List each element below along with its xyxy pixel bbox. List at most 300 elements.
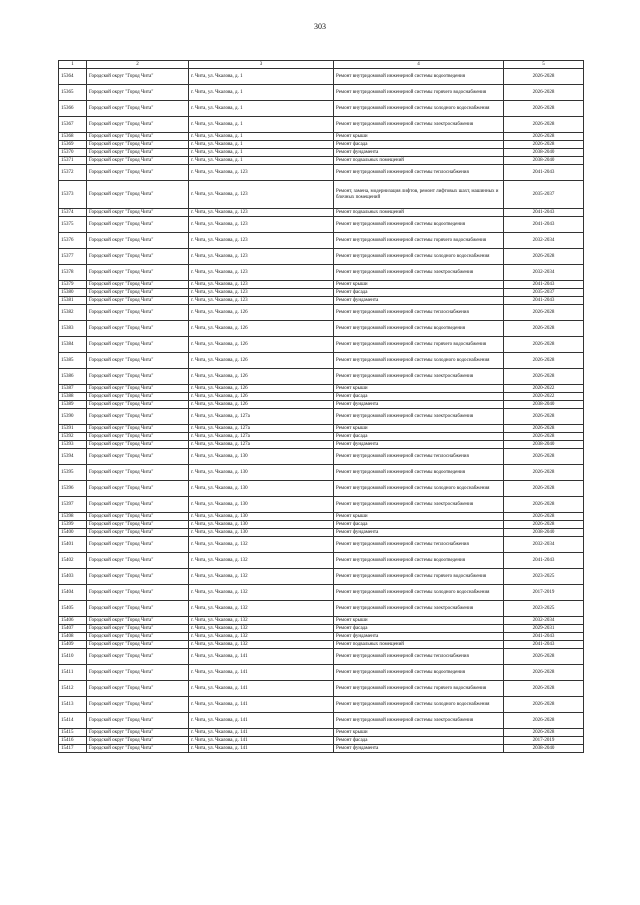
work-type-cell: Ремонт фундамента — [334, 297, 504, 305]
term-cell: 2041-2043 — [504, 641, 584, 649]
address-cell: г. Чита, ул. Чкалова, д. 127а — [189, 425, 334, 433]
municipality-cell: Городской округ "Город Чита" — [87, 393, 189, 401]
address-cell: г. Чита, ул. Чкалова, д. 130 — [189, 497, 334, 513]
work-type-cell: Ремонт крыши — [334, 729, 504, 737]
municipality-cell: Городской округ "Город Чита" — [87, 529, 189, 537]
work-type-cell: Ремонт фасада — [334, 289, 504, 297]
municipality-cell: Городской округ "Город Чита" — [87, 553, 189, 569]
address-cell: г. Чита, ул. Чкалова, д. 126 — [189, 305, 334, 321]
municipality-cell: Городской округ "Город Чита" — [87, 297, 189, 305]
table-row — [59, 233, 584, 249]
table-row — [59, 681, 584, 697]
row-number-cell: 15379 — [59, 281, 87, 289]
term-cell: 2038-2040 — [504, 529, 584, 537]
municipality-cell: Городской округ "Город Чита" — [87, 133, 189, 141]
table-row — [59, 101, 584, 117]
row-number-cell: 15393 — [59, 441, 87, 449]
work-type-cell: Ремонт внутридомовой инженерной системы горячего водоснабжения — [334, 233, 504, 249]
municipality-cell: Городской округ "Город Чита" — [87, 537, 189, 553]
column-header: 1 — [59, 61, 87, 69]
work-type-cell: Ремонт внутридомовой инженерной системы электроснабжения — [334, 497, 504, 513]
municipality-cell: Городской округ "Город Чита" — [87, 665, 189, 681]
row-number-cell: 15412 — [59, 681, 87, 697]
row-number-cell: 15415 — [59, 729, 87, 737]
work-type-cell: Ремонт подвальных помещений — [334, 641, 504, 649]
address-cell: г. Чита, ул. Чкалова, д. 127а — [189, 409, 334, 425]
term-cell: 2026-2028 — [504, 85, 584, 101]
work-type-cell: Ремонт внутридомовой инженерной системы теплоснабжения — [334, 305, 504, 321]
table-row — [59, 337, 584, 353]
term-cell: 2026-2028 — [504, 409, 584, 425]
row-number-cell: 15413 — [59, 697, 87, 713]
table-row — [59, 433, 584, 441]
table-row — [59, 249, 584, 265]
row-number-cell: 15364 — [59, 69, 87, 85]
municipality-cell: Городской округ "Город Чита" — [87, 713, 189, 729]
row-number-cell: 15396 — [59, 481, 87, 497]
row-number-cell: 15394 — [59, 449, 87, 465]
row-number-cell: 15406 — [59, 617, 87, 625]
work-type-cell: Ремонт крыши — [334, 385, 504, 393]
address-cell: г. Чита, ул. Чкалова, д. 127а — [189, 433, 334, 441]
term-cell: 2041-2043 — [504, 633, 584, 641]
table-row — [59, 665, 584, 681]
row-number-cell: 15405 — [59, 601, 87, 617]
municipality-cell: Городской округ "Город Чита" — [87, 321, 189, 337]
address-cell: г. Чита, ул. Чкалова, д. 130 — [189, 465, 334, 481]
municipality-cell: Городской округ "Город Чита" — [87, 649, 189, 665]
work-type-cell: Ремонт подвальных помещений — [334, 157, 504, 165]
term-cell: 2026-2028 — [504, 425, 584, 433]
work-type-cell: Ремонт внутридомовой инженерной системы электроснабжения — [334, 265, 504, 281]
work-type-cell: Ремонт внутридомовой инженерной системы холодного водоснабжения — [334, 353, 504, 369]
work-type-cell: Ремонт внутридомовой инженерной системы холодного водоснабжения — [334, 101, 504, 117]
term-cell: 2041-2043 — [504, 553, 584, 569]
work-type-cell: Ремонт внутридомовой инженерной системы водоотведения — [334, 665, 504, 681]
address-cell: г. Чита, ул. Чкалова, д. 132 — [189, 537, 334, 553]
term-cell: 2038-2040 — [504, 441, 584, 449]
row-number-cell: 15376 — [59, 233, 87, 249]
work-type-cell: Ремонт фундамента — [334, 149, 504, 157]
municipality-cell: Городской округ "Город Чита" — [87, 369, 189, 385]
row-number-cell: 15411 — [59, 665, 87, 681]
row-number-cell: 15377 — [59, 249, 87, 265]
municipality-cell: Городской округ "Город Чита" — [87, 433, 189, 441]
address-cell: г. Чита, ул. Чкалова, д. 126 — [189, 385, 334, 393]
table-row — [59, 305, 584, 321]
table-row — [59, 481, 584, 497]
term-cell: 2026-2028 — [504, 497, 584, 513]
municipality-cell: Городской округ "Город Чита" — [87, 233, 189, 249]
term-cell: 2020-2022 — [504, 385, 584, 393]
table-row — [59, 321, 584, 337]
address-cell: г. Чита, ул. Чкалова, д. 1 — [189, 69, 334, 85]
municipality-cell: Городской округ "Город Чита" — [87, 101, 189, 117]
table-row — [59, 585, 584, 601]
municipality-cell: Городской округ "Город Чита" — [87, 401, 189, 409]
row-number-cell: 15384 — [59, 337, 87, 353]
work-type-cell: Ремонт фундамента — [334, 633, 504, 641]
address-cell: г. Чита, ул. Чкалова, д. 126 — [189, 337, 334, 353]
work-type-cell: Ремонт внутридомовой инженерной системы водоотведения — [334, 69, 504, 85]
work-type-cell: Ремонт фасада — [334, 737, 504, 745]
term-cell: 2041-2043 — [504, 209, 584, 217]
table-row — [59, 449, 584, 465]
municipality-cell: Городской округ "Город Чита" — [87, 85, 189, 101]
municipality-cell: Городской округ "Город Чита" — [87, 249, 189, 265]
term-cell: 2026-2028 — [504, 433, 584, 441]
table-row — [59, 441, 584, 449]
term-cell: 2023-2025 — [504, 569, 584, 585]
municipality-cell: Городской округ "Город Чита" — [87, 681, 189, 697]
address-cell: г. Чита, ул. Чкалова, д. 127а — [189, 441, 334, 449]
table-row — [59, 529, 584, 537]
table-row — [59, 217, 584, 233]
table-row — [59, 393, 584, 401]
address-cell: г. Чита, ул. Чкалова, д. 126 — [189, 393, 334, 401]
term-cell: 2026-2028 — [504, 305, 584, 321]
address-cell: г. Чита, ул. Чкалова, д. 141 — [189, 649, 334, 665]
address-cell: г. Чита, ул. Чкалова, д. 1 — [189, 85, 334, 101]
term-cell: 2026-2028 — [504, 465, 584, 481]
row-number-cell: 15401 — [59, 537, 87, 553]
work-type-cell: Ремонт внутридомовой инженерной системы электроснабжения — [334, 409, 504, 425]
term-cell: 2026-2028 — [504, 117, 584, 133]
work-type-cell: Ремонт фундамента — [334, 529, 504, 537]
municipality-cell: Городской округ "Город Чита" — [87, 625, 189, 633]
term-cell: 2026-2028 — [504, 729, 584, 737]
row-number-cell: 15391 — [59, 425, 87, 433]
work-type-cell: Ремонт фасада — [334, 625, 504, 633]
row-number-cell: 15366 — [59, 101, 87, 117]
work-type-cell: Ремонт крыши — [334, 281, 504, 289]
address-cell: г. Чита, ул. Чкалова, д. 141 — [189, 665, 334, 681]
row-number-cell: 15374 — [59, 209, 87, 217]
municipality-cell: Городской округ "Город Чита" — [87, 441, 189, 449]
work-type-cell: Ремонт внутридомовой инженерной системы водоотведения — [334, 321, 504, 337]
table-row — [59, 297, 584, 305]
table-row — [59, 625, 584, 633]
row-number-cell: 15408 — [59, 633, 87, 641]
term-cell: 2026-2028 — [504, 449, 584, 465]
table-row — [59, 737, 584, 745]
work-type-cell: Ремонт крыши — [334, 617, 504, 625]
municipality-cell: Городской округ "Город Чита" — [87, 617, 189, 625]
address-cell: г. Чита, ул. Чкалова, д. 123 — [189, 209, 334, 217]
row-number-cell: 15387 — [59, 385, 87, 393]
work-type-cell: Ремонт фасада — [334, 141, 504, 149]
term-cell: 2017-2019 — [504, 737, 584, 745]
table-row — [59, 513, 584, 521]
row-number-cell: 15399 — [59, 521, 87, 529]
address-cell: г. Чита, ул. Чкалова, д. 130 — [189, 449, 334, 465]
municipality-cell: Городской округ "Город Чита" — [87, 737, 189, 745]
address-cell: г. Чита, ул. Чкалова, д. 132 — [189, 569, 334, 585]
table-row — [59, 133, 584, 141]
term-cell: 2026-2028 — [504, 337, 584, 353]
term-cell: 2026-2028 — [504, 369, 584, 385]
table-row — [59, 633, 584, 641]
row-number-cell: 15389 — [59, 401, 87, 409]
table-row — [59, 641, 584, 649]
municipality-cell: Городской округ "Город Чита" — [87, 449, 189, 465]
term-cell: 2026-2028 — [504, 513, 584, 521]
address-cell: г. Чита, ул. Чкалова, д. 130 — [189, 529, 334, 537]
municipality-cell: Городской округ "Город Чита" — [87, 513, 189, 521]
term-cell: 2041-2043 — [504, 165, 584, 181]
municipality-cell: Городской округ "Город Чита" — [87, 497, 189, 513]
term-cell: 2026-2028 — [504, 69, 584, 85]
table-row — [59, 385, 584, 393]
municipality-cell: Городской округ "Город Чита" — [87, 745, 189, 753]
row-number-cell: 15388 — [59, 393, 87, 401]
term-cell: 2032-2034 — [504, 233, 584, 249]
municipality-cell: Городской округ "Город Чита" — [87, 585, 189, 601]
row-number-cell: 15392 — [59, 433, 87, 441]
address-cell: г. Чита, ул. Чкалова, д. 1 — [189, 149, 334, 157]
table-row — [59, 141, 584, 149]
row-number-cell: 15368 — [59, 133, 87, 141]
work-type-cell: Ремонт фасада — [334, 393, 504, 401]
term-cell: 2023-2025 — [504, 601, 584, 617]
term-cell: 2026-2028 — [504, 141, 584, 149]
address-cell: г. Чита, ул. Чкалова, д. 126 — [189, 401, 334, 409]
table-row — [59, 369, 584, 385]
address-cell: г. Чита, ул. Чкалова, д. 123 — [189, 217, 334, 233]
column-header: 3 — [189, 61, 334, 69]
table-row — [59, 649, 584, 665]
table-row — [59, 553, 584, 569]
address-cell: г. Чита, ул. Чкалова, д. 1 — [189, 133, 334, 141]
table-row — [59, 729, 584, 737]
municipality-cell: Городской округ "Город Чита" — [87, 481, 189, 497]
table-row — [59, 181, 584, 209]
row-number-cell: 15404 — [59, 585, 87, 601]
term-cell: 2026-2028 — [504, 521, 584, 529]
page-number: 303 — [314, 22, 326, 31]
table-row — [59, 209, 584, 217]
table-row — [59, 85, 584, 101]
address-cell: г. Чита, ул. Чкалова, д. 1 — [189, 141, 334, 149]
row-number-cell: 15410 — [59, 649, 87, 665]
column-header: 2 — [87, 61, 189, 69]
work-type-cell: Ремонт крыши — [334, 133, 504, 141]
row-number-cell: 15414 — [59, 713, 87, 729]
municipality-cell: Городской округ "Город Чита" — [87, 181, 189, 209]
table-row — [59, 117, 584, 133]
table-row — [59, 465, 584, 481]
address-cell: г. Чита, ул. Чкалова, д. 132 — [189, 641, 334, 649]
term-cell: 2041-2043 — [504, 281, 584, 289]
term-cell: 2038-2040 — [504, 401, 584, 409]
row-number-cell: 15403 — [59, 569, 87, 585]
address-cell: г. Чита, ул. Чкалова, д. 132 — [189, 625, 334, 633]
municipality-cell: Городской округ "Город Чита" — [87, 149, 189, 157]
address-cell: г. Чита, ул. Чкалова, д. 130 — [189, 481, 334, 497]
work-type-cell: Ремонт внутридомовой инженерной системы водоотведения — [334, 217, 504, 233]
municipality-cell: Городской округ "Город Чита" — [87, 385, 189, 393]
work-type-cell: Ремонт внутридомовой инженерной системы водоотведения — [334, 465, 504, 481]
address-cell: г. Чита, ул. Чкалова, д. 123 — [189, 281, 334, 289]
row-number-cell: 15409 — [59, 641, 87, 649]
address-cell: г. Чита, ул. Чкалова, д. 123 — [189, 289, 334, 297]
table-row — [59, 425, 584, 433]
term-cell: 2029-2031 — [504, 625, 584, 633]
term-cell: 2035-2037 — [504, 181, 584, 209]
table-header-row — [59, 61, 584, 69]
address-cell: г. Чита, ул. Чкалова, д. 132 — [189, 633, 334, 641]
work-type-cell: Ремонт подвальных помещений — [334, 209, 504, 217]
work-type-cell: Ремонт крыши — [334, 425, 504, 433]
work-type-cell: Ремонт внутридомовой инженерной системы холодного водоснабжения — [334, 249, 504, 265]
row-number-cell: 15398 — [59, 513, 87, 521]
municipality-cell: Городской округ "Город Чита" — [87, 289, 189, 297]
address-cell: г. Чита, ул. Чкалова, д. 126 — [189, 353, 334, 369]
address-cell: г. Чита, ул. Чкалова, д. 1 — [189, 117, 334, 133]
table-body — [59, 61, 584, 753]
municipality-cell: Городской округ "Город Чита" — [87, 117, 189, 133]
municipality-cell: Городской округ "Город Чита" — [87, 633, 189, 641]
municipality-cell: Городской округ "Город Чита" — [87, 337, 189, 353]
table-row — [59, 289, 584, 297]
term-cell: 2038-2040 — [504, 157, 584, 165]
table-row — [59, 401, 584, 409]
row-number-cell: 15400 — [59, 529, 87, 537]
municipality-cell: Городской округ "Город Чита" — [87, 265, 189, 281]
address-cell: г. Чита, ул. Чкалова, д. 141 — [189, 697, 334, 713]
address-cell: г. Чита, ул. Чкалова, д. 132 — [189, 617, 334, 625]
municipality-cell: Городской округ "Город Чита" — [87, 209, 189, 217]
column-header: 4 — [334, 61, 504, 69]
table-row — [59, 497, 584, 513]
address-cell: г. Чита, ул. Чкалова, д. 123 — [189, 233, 334, 249]
table-row — [59, 697, 584, 713]
term-cell: 2017-2019 — [504, 585, 584, 601]
term-cell: 2026-2028 — [504, 665, 584, 681]
row-number-cell: 15397 — [59, 497, 87, 513]
term-cell: 2041-2043 — [504, 297, 584, 305]
table-row — [59, 165, 584, 181]
work-type-cell: Ремонт внутридомовой инженерной системы теплоснабжения — [334, 649, 504, 665]
term-cell: 2035-2037 — [504, 289, 584, 297]
municipality-cell: Городской округ "Город Чита" — [87, 521, 189, 529]
address-cell: г. Чита, ул. Чкалова, д. 123 — [189, 265, 334, 281]
row-number-cell: 15373 — [59, 181, 87, 209]
row-number-cell: 15416 — [59, 737, 87, 745]
address-cell: г. Чита, ул. Чкалова, д. 123 — [189, 297, 334, 305]
row-number-cell: 15386 — [59, 369, 87, 385]
term-cell: 2026-2028 — [504, 713, 584, 729]
address-cell: г. Чита, ул. Чкалова, д. 141 — [189, 681, 334, 697]
term-cell: 2026-2028 — [504, 649, 584, 665]
address-cell: г. Чита, ул. Чкалова, д. 130 — [189, 521, 334, 529]
work-type-cell: Ремонт внутридомовой инженерной системы электроснабжения — [334, 601, 504, 617]
municipality-cell: Городской округ "Город Чита" — [87, 281, 189, 289]
term-cell: 2038-2040 — [504, 149, 584, 157]
row-number-cell: 15369 — [59, 141, 87, 149]
row-number-cell: 15385 — [59, 353, 87, 369]
address-cell: г. Чита, ул. Чкалова, д. 126 — [189, 321, 334, 337]
municipality-cell: Городской округ "Город Чита" — [87, 729, 189, 737]
table-row — [59, 265, 584, 281]
work-type-cell: Ремонт фасада — [334, 433, 504, 441]
address-cell: г. Чита, ул. Чкалова, д. 141 — [189, 737, 334, 745]
row-number-cell: 15370 — [59, 149, 87, 157]
municipality-cell: Городской округ "Город Чита" — [87, 157, 189, 165]
table-row — [59, 69, 584, 85]
term-cell: 2038-2040 — [504, 745, 584, 753]
address-cell: г. Чита, ул. Чкалова, д. 141 — [189, 729, 334, 737]
row-number-cell: 15383 — [59, 321, 87, 337]
address-cell: г. Чита, ул. Чкалова, д. 132 — [189, 585, 334, 601]
address-cell: г. Чита, ул. Чкалова, д. 123 — [189, 165, 334, 181]
row-number-cell: 15372 — [59, 165, 87, 181]
municipality-cell: Городской округ "Город Чита" — [87, 141, 189, 149]
row-number-cell: 15402 — [59, 553, 87, 569]
municipality-cell: Городской округ "Город Чита" — [87, 425, 189, 433]
row-number-cell: 15382 — [59, 305, 87, 321]
municipality-cell: Городской округ "Город Чита" — [87, 569, 189, 585]
work-type-cell: Ремонт внутридомовой инженерной системы холодного водоснабжения — [334, 697, 504, 713]
address-cell: г. Чита, ул. Чкалова, д. 126 — [189, 369, 334, 385]
table-row — [59, 409, 584, 425]
term-cell: 2026-2028 — [504, 101, 584, 117]
table-row — [59, 149, 584, 157]
row-number-cell: 15367 — [59, 117, 87, 133]
term-cell: 2020-2022 — [504, 393, 584, 401]
work-type-cell: Ремонт крыши — [334, 513, 504, 521]
table-row — [59, 601, 584, 617]
municipality-cell: Городской округ "Город Чита" — [87, 305, 189, 321]
work-type-cell: Ремонт внутридомовой инженерной системы горячего водоснабжения — [334, 681, 504, 697]
address-cell: г. Чита, ул. Чкалова, д. 1 — [189, 101, 334, 117]
table-row — [59, 157, 584, 165]
work-type-cell: Ремонт фундамента — [334, 745, 504, 753]
municipality-cell: Городской округ "Город Чита" — [87, 465, 189, 481]
row-number-cell: 15417 — [59, 745, 87, 753]
municipality-cell: Городской округ "Город Чита" — [87, 217, 189, 233]
work-type-cell: Ремонт внутридомовой инженерной системы теплоснабжения — [334, 537, 504, 553]
row-number-cell: 15375 — [59, 217, 87, 233]
term-cell: 2032-2034 — [504, 617, 584, 625]
column-header: 5 — [504, 61, 584, 69]
work-type-cell: Ремонт внутридомовой инженерной системы теплоснабжения — [334, 165, 504, 181]
row-number-cell: 15365 — [59, 85, 87, 101]
work-type-cell: Ремонт внутридомовой инженерной системы горячего водоснабжения — [334, 569, 504, 585]
address-cell: г. Чита, ул. Чкалова, д. 123 — [189, 181, 334, 209]
address-cell: г. Чита, ул. Чкалова, д. 141 — [189, 745, 334, 753]
term-cell: 2026-2028 — [504, 481, 584, 497]
municipality-cell: Городской округ "Город Чита" — [87, 409, 189, 425]
term-cell: 2032-2034 — [504, 265, 584, 281]
term-cell: 2032-2034 — [504, 537, 584, 553]
work-type-cell: Ремонт внутридомовой инженерной системы холодного водоснабжения — [334, 481, 504, 497]
address-cell: г. Чита, ул. Чкалова, д. 141 — [189, 713, 334, 729]
municipality-cell: Городской округ "Город Чита" — [87, 641, 189, 649]
table-row — [59, 617, 584, 625]
municipality-cell: Городской округ "Город Чита" — [87, 69, 189, 85]
term-cell: 2026-2028 — [504, 697, 584, 713]
work-type-cell: Ремонт внутридомовой инженерной системы водоотведения — [334, 553, 504, 569]
row-number-cell: 15407 — [59, 625, 87, 633]
table-row — [59, 713, 584, 729]
table-row — [59, 521, 584, 529]
term-cell: 2041-2043 — [504, 217, 584, 233]
municipality-cell: Городской округ "Город Чита" — [87, 601, 189, 617]
work-type-cell: Ремонт внутридомовой инженерной системы электроснабжения — [334, 713, 504, 729]
municipality-cell: Городской округ "Город Чита" — [87, 353, 189, 369]
term-cell: 2026-2028 — [504, 353, 584, 369]
